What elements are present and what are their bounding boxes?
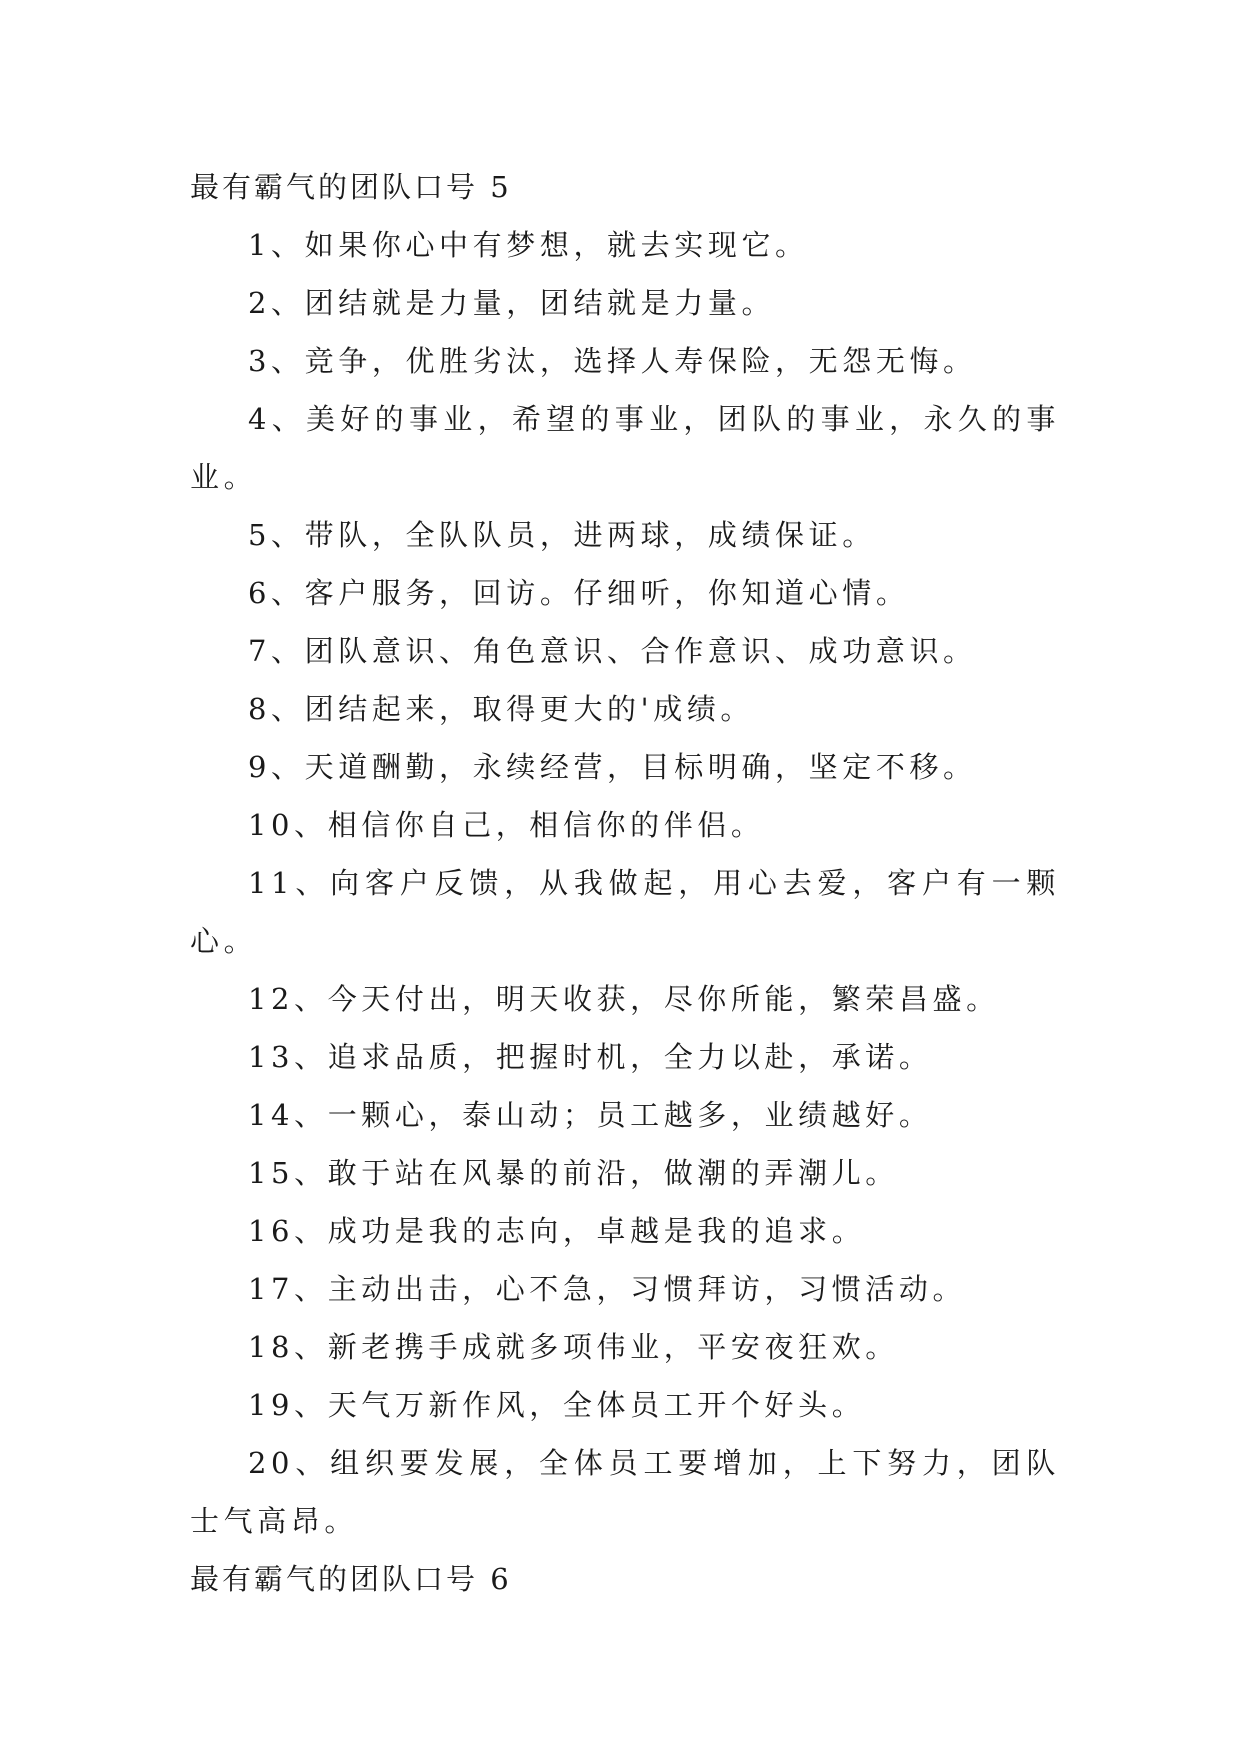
list-item: 1、如果你心中有梦想，就去实现它。 [248,228,809,262]
list-item: 5、带队，全队队员，进两球，成绩保证。 [248,518,876,552]
list-item: 10、相信你自己，相信你的伴侣。 [248,808,765,842]
document-body [190,158,1060,1608]
list-item: 16、成功是我的志向，卓越是我的追求。 [248,1214,866,1248]
list-item: 8、团结起来，取得更大的'成绩。 [248,692,755,726]
list-item: 4、美好的事业，希望的事业，团队的事业，永久的事业。 [190,402,1060,494]
list-item: 12、今天付出，明天收获，尽你所能，繁荣昌盛。 [248,982,1000,1016]
list-item: 7、团队意识、角色意识、合作意识、成功意识。 [248,634,977,668]
list-item: 6、客户服务，回访。仔细听，你知道心情。 [248,576,910,610]
section-heading: 最有霸气的团队口号 5 [190,170,512,204]
list-item: 14、一颗心，泰山动；员工越多，业绩越好。 [248,1098,933,1132]
list-item: 11、向客户反馈，从我做起，用心去爱，客户有一颗心。 [190,866,1060,958]
list-item: 17、主动出击，心不急，习惯拜访，习惯活动。 [248,1272,967,1306]
list-item: 20、组织要发展，全体员工要增加，上下努力，团队士气高昂。 [190,1446,1060,1538]
list-item: 18、新老携手成就多项伟业，平安夜狂欢。 [248,1330,899,1364]
list-item: 9、天道酬勤，永续经营，目标明确，坚定不移。 [248,750,977,784]
list-item: 19、天气万新作风，全体员工开个好头。 [248,1388,866,1422]
list-item: 2、团结就是力量，团结就是力量。 [248,286,776,320]
list-item: 15、敢于站在风暴的前沿，做潮的弄潮儿。 [248,1156,899,1190]
list-item: 13、追求品质，把握时机，全力以赴，承诺。 [248,1040,933,1074]
section-heading: 最有霸气的团队口号 6 [190,1562,512,1596]
list-item: 3、竞争，优胜劣汰，选择人寿保险，无怨无悔。 [248,344,977,378]
